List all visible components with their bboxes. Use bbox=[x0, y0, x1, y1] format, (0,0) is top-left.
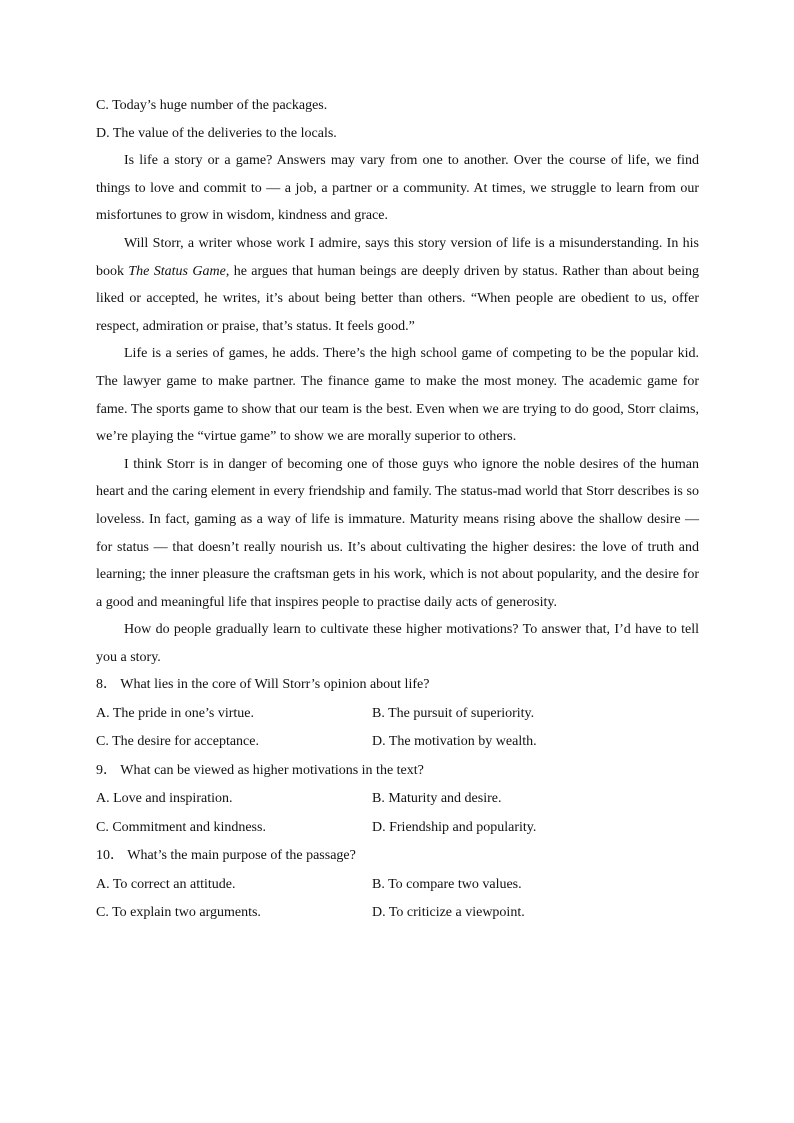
option-c: C. The desire for acceptance. bbox=[96, 734, 259, 750]
option-a: A. The pride in one’s virtue. bbox=[96, 705, 254, 721]
options-row bbox=[96, 785, 699, 814]
option-c: C. Commitment and kindness. bbox=[96, 819, 266, 835]
options-row bbox=[96, 700, 699, 729]
question-stem: 9． What can be viewed as higher motivations in the text? bbox=[96, 762, 424, 778]
options-row bbox=[96, 899, 699, 928]
paragraph-4: I think Storr is in danger of becoming one of those guys who ignore the noble desires of the human heart and the caring element in every friendship and family. The status-mad world that Storr describes is so loveless. In fact, gaming as a way of life is immature. Maturity means rising above the shallow desire — for status — that doesn’t really nourish us. It’s about cultivating the higher desires: the love of truth and learning; the inner pleasure the craftsman gets in his work, which is not about popularity, and the desire for a good and meaningful life that inspires people to practise daily acts of generosity. bbox=[96, 456, 699, 610]
option-c: C. To explain two arguments. bbox=[96, 905, 261, 921]
question-9 bbox=[96, 757, 699, 843]
paragraph-2 bbox=[96, 230, 699, 340]
question-stem: 8． What lies in the core of Will Storr’s opinion about life? bbox=[96, 677, 430, 693]
paragraph-5: How do people gradually learn to cultivate these higher motivations? To answer that, I’d have to tell you a story. bbox=[96, 622, 699, 665]
document-page bbox=[96, 92, 699, 928]
option-a: A. To correct an attitude. bbox=[96, 876, 236, 892]
paragraph-3: Life is a series of games, he adds. There’s the high school game of competing to be the popular kid. The lawyer game to make partner. The finance game to make the most money. The academic game for fame. The sports game to show that our team is the best. Even when we are trying to do good, Storr claims, we’re playing the “virtue game” to show we are morally superior to others. bbox=[96, 346, 699, 445]
option-d: D. Friendship and popularity. bbox=[372, 819, 537, 835]
option-b: B. Maturity and desire. bbox=[372, 791, 502, 807]
option-b: B. To compare two values. bbox=[372, 876, 522, 892]
paragraph-1: Is life a story or a game? Answers may vary from one to another. Over the course of life, we find things to love and commit to — a job, a partner or a community. At times, we struggle to learn from our misfortunes to grow in wisdom, kindness and grace. bbox=[96, 153, 699, 224]
passage bbox=[96, 147, 699, 671]
option-d: D. The motivation by wealth. bbox=[372, 734, 537, 750]
options-row bbox=[96, 871, 699, 900]
option-b: B. The pursuit of superiority. bbox=[372, 705, 535, 721]
prev-option-d: D. The value of the deliveries to the locals. bbox=[96, 125, 337, 141]
paragraph-2-before: Will Storr, a writer whose work I admire, says this story version of life is a misunderstanding. In his book bbox=[96, 235, 699, 279]
paragraph-2-after: , he argues that human beings are deeply driven by status. Rather than about being liked or accepted, he writes, it’s about being better than others. “When people are obedient to us, offer respect, admiration or praise, that’s status. It feels good.” bbox=[96, 263, 700, 334]
question-10 bbox=[96, 842, 699, 928]
prev-option-c: C. Today’s huge number of the packages. bbox=[96, 98, 328, 113]
option-d: D. To criticize a viewpoint. bbox=[372, 905, 525, 921]
question-8 bbox=[96, 671, 699, 757]
option-a: A. Love and inspiration. bbox=[96, 791, 233, 807]
options-row bbox=[96, 814, 699, 843]
question-stem: 10． What’s the main purpose of the passage? bbox=[96, 848, 356, 864]
book-title: The Status Game bbox=[128, 263, 226, 279]
options-row bbox=[96, 728, 699, 757]
